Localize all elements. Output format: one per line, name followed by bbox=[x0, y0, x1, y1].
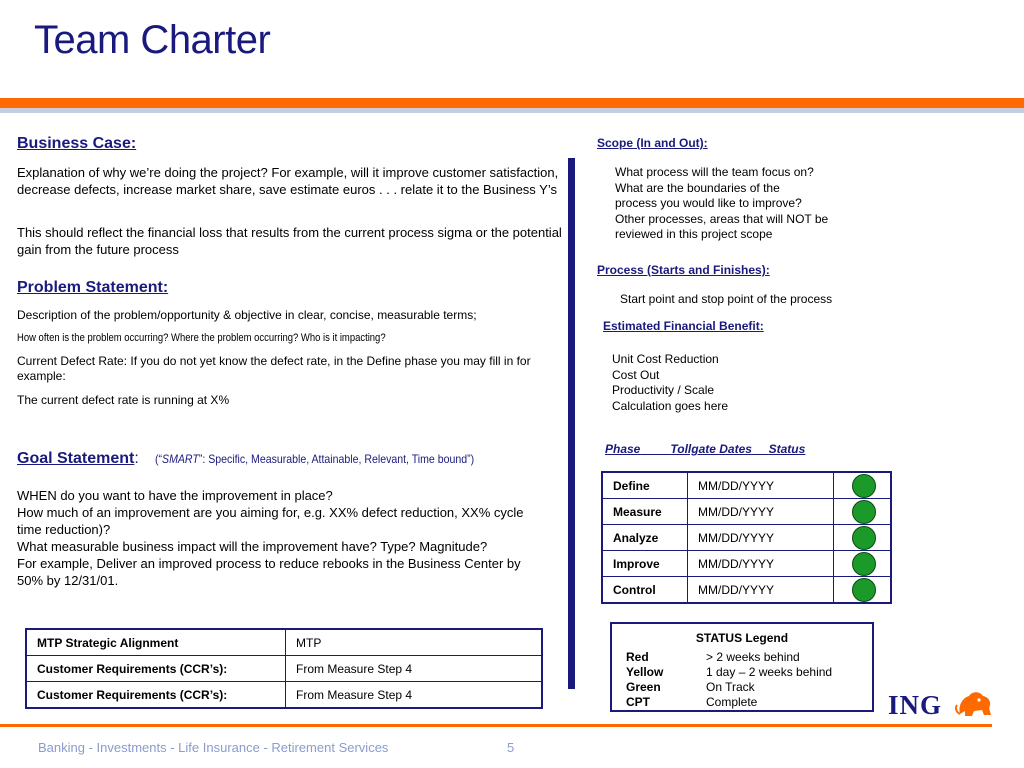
benefit-line: Productivity / Scale bbox=[612, 383, 715, 397]
table-row bbox=[602, 577, 891, 604]
financial-benefit-text bbox=[612, 352, 728, 414]
problem-statement-text-4: The current defect rate is running at X% bbox=[17, 393, 230, 407]
phase-name: Analyze bbox=[602, 525, 688, 551]
slide-title: Team Charter bbox=[34, 18, 271, 62]
legend-row bbox=[626, 680, 755, 695]
goal-statement-colon: : bbox=[134, 450, 139, 467]
legend-key: Red bbox=[626, 650, 649, 664]
scope-line: What process will the team focus on? bbox=[615, 165, 814, 179]
scope-line: Other processes, areas that will NOT be bbox=[615, 211, 829, 226]
phase-name: Control bbox=[602, 577, 688, 604]
phase-status bbox=[834, 499, 892, 525]
phase-status bbox=[834, 551, 892, 577]
page-number: 5 bbox=[507, 740, 515, 755]
status-legend-title: STATUS Legend bbox=[695, 631, 789, 645]
phase-date: MM/DD/YYYY bbox=[688, 525, 834, 551]
table-cell-key: MTP Strategic Alignment bbox=[26, 629, 286, 656]
legend-value: Complete bbox=[706, 695, 758, 709]
smart-definition: (“SMART”: Specific, Measurable, Attainable, Relevant, Time bound”) bbox=[155, 452, 475, 466]
phase-date: MM/DD/YYYY bbox=[688, 577, 834, 604]
header-blue-band bbox=[0, 108, 1024, 113]
legend-value: On Track bbox=[706, 680, 755, 694]
business-case-text-2: This should reflect the financial loss that results from the current process sigma or the potential gain from the future process bbox=[17, 225, 562, 257]
footer-text: Banking - Investments - Life Insurance - Retirement Services bbox=[38, 740, 389, 755]
table-row bbox=[26, 656, 542, 682]
goal-statement-text bbox=[17, 487, 542, 589]
legend-value: 1 day – 2 weeks behind bbox=[706, 665, 833, 679]
goal-line: What measurable business impact will the improvement have? Type? Magnitude? bbox=[17, 539, 488, 554]
scope-heading: Scope (In and Out): bbox=[597, 136, 708, 150]
table-row bbox=[602, 551, 891, 577]
phase-date: MM/DD/YYYY bbox=[688, 499, 834, 525]
process-text: Start point and stop point of the process bbox=[620, 292, 833, 306]
problem-statement-text-2: How often is the problem occurring? Where the problem occurring? Who is it impacting? bbox=[17, 332, 386, 344]
legend-row bbox=[626, 665, 832, 680]
phase-table-header bbox=[605, 442, 805, 456]
benefit-line: Cost Out bbox=[612, 367, 660, 382]
scope-line: reviewed in this project scope bbox=[615, 227, 773, 241]
goal-statement-heading: Goal Statement bbox=[17, 450, 135, 467]
scope-line: What are the boundaries of the bbox=[615, 180, 780, 195]
phase-status bbox=[834, 472, 892, 499]
phase-table bbox=[601, 471, 892, 604]
problem-statement-text-3: Current Defect Rate: If you do not yet know the defect rate, in the Define phase you may fill in for example: bbox=[17, 354, 531, 383]
scope-line: process you would like to improve? bbox=[615, 196, 802, 210]
status-indicator-icon bbox=[852, 500, 876, 524]
table-cell-key: Customer Requirements (CCR’s): bbox=[26, 682, 286, 709]
table-row bbox=[26, 629, 542, 656]
phase-name: Define bbox=[602, 472, 688, 499]
status-indicator-icon bbox=[852, 474, 876, 498]
status-indicator-icon bbox=[852, 526, 876, 550]
business-case-text-1: Explanation of why we’re doing the project? For example, will it improve customer satisfaction, decrease defects, increase market share, save estimate euros . . . relate it to the Business Y’s bbox=[17, 165, 559, 197]
table-cell-value: From Measure Step 4 bbox=[286, 656, 543, 682]
problem-statement-heading: Problem Statement: bbox=[17, 279, 169, 296]
legend-row bbox=[626, 650, 800, 665]
goal-line: How much of an improvement are you aiming for, e.g. XX% defect reduction, XX% cycle time reduction)? bbox=[17, 505, 524, 537]
problem-statement-text-1: Description of the problem/opportunity & objective in clear, concise, measurable terms; bbox=[17, 308, 477, 322]
benefit-line: Unit Cost Reduction bbox=[612, 352, 719, 366]
footer-orange-rule bbox=[0, 724, 992, 727]
lion-icon bbox=[954, 688, 994, 720]
legend-key: Green bbox=[626, 680, 661, 694]
goal-statement-header bbox=[17, 450, 518, 468]
benefit-line: Calculation goes here bbox=[612, 398, 729, 413]
legend-key: CPT bbox=[626, 695, 650, 709]
table-cell-key: Customer Requirements (CCR’s): bbox=[26, 656, 286, 682]
vertical-divider bbox=[568, 158, 575, 689]
phase-name: Measure bbox=[602, 499, 688, 525]
dates-col-header: Tollgate Dates bbox=[670, 442, 752, 456]
status-indicator-icon bbox=[852, 552, 876, 576]
table-row bbox=[602, 499, 891, 525]
business-case-heading: Business Case: bbox=[17, 135, 137, 152]
table-row bbox=[602, 472, 891, 499]
phase-date: MM/DD/YYYY bbox=[688, 472, 834, 499]
scope-text bbox=[615, 165, 875, 243]
phase-date: MM/DD/YYYY bbox=[688, 551, 834, 577]
legend-row bbox=[626, 695, 757, 710]
table-cell-value: MTP bbox=[286, 629, 543, 656]
phase-status bbox=[834, 525, 892, 551]
process-heading: Process (Starts and Finishes): bbox=[597, 263, 770, 277]
table-row bbox=[26, 682, 542, 709]
header-orange-band bbox=[0, 98, 1024, 108]
table-cell-value: From Measure Step 4 bbox=[286, 682, 543, 709]
financial-benefit-heading: Estimated Financial Benefit: bbox=[603, 319, 764, 333]
legend-key: Yellow bbox=[626, 665, 664, 679]
ing-logo bbox=[888, 688, 998, 722]
goal-line: For example, Deliver an improved process to reduce rebooks in the Business Center by 50% by 12/31/01. bbox=[17, 556, 521, 588]
phase-status bbox=[834, 577, 892, 604]
alignment-table bbox=[25, 628, 543, 709]
status-legend bbox=[610, 622, 874, 712]
status-col-header: Status bbox=[768, 442, 806, 456]
logo-text: ING bbox=[888, 690, 943, 720]
phase-col-header: Phase bbox=[605, 442, 641, 456]
phase-name: Improve bbox=[602, 551, 688, 577]
table-row bbox=[602, 525, 891, 551]
status-indicator-icon bbox=[852, 578, 876, 602]
goal-line: WHEN do you want to have the improvement in place? bbox=[17, 488, 333, 503]
legend-value: > 2 weeks behind bbox=[706, 650, 800, 664]
